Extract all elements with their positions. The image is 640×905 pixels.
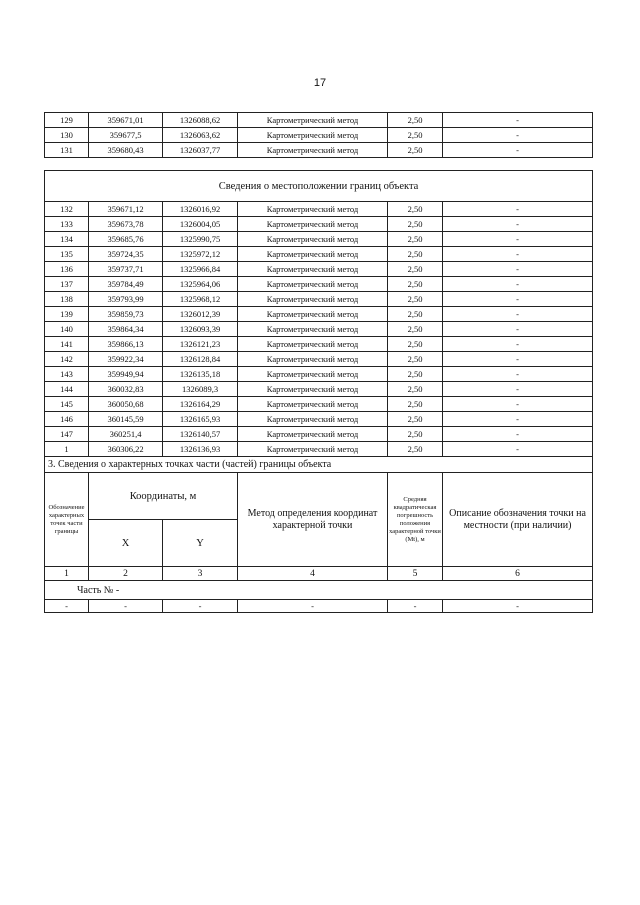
table-row	[45, 113, 593, 128]
description-cell: -	[443, 412, 593, 427]
coord-y-cell: 1326089,3	[163, 382, 238, 397]
coord-x-cell: 359680,43	[89, 143, 163, 158]
accuracy-cell: 2,50	[388, 442, 443, 457]
description-cell: -	[443, 202, 593, 217]
point-number-cell: 135	[45, 247, 89, 262]
accuracy-cell: 2,50	[388, 277, 443, 292]
table-row	[45, 382, 593, 397]
description-cell: -	[443, 442, 593, 457]
header-accuracy: Средняя квадратическая погрешность положения характерной точки (Mt), м	[388, 473, 443, 567]
coord-y-cell: 1326121,23	[163, 337, 238, 352]
coord-y-cell: 1326063,62	[163, 128, 238, 143]
description-cell: -	[443, 427, 593, 442]
table-row	[45, 337, 593, 352]
point-number-cell: 143	[45, 367, 89, 382]
header-y: Y	[163, 520, 238, 567]
description-cell: -	[443, 307, 593, 322]
method-cell: Картометрический метод	[238, 382, 388, 397]
description-cell: -	[443, 113, 593, 128]
coord-y-cell: 1326012,39	[163, 307, 238, 322]
header-point-designation: Обозначение характерных точек части границы	[45, 473, 89, 567]
coord-x-cell: 359673,78	[89, 217, 163, 232]
method-cell: Картометрический метод	[238, 412, 388, 427]
empty-cell: -	[45, 600, 89, 613]
header-row	[45, 473, 593, 520]
coord-x-cell: 359737,71	[89, 262, 163, 277]
table-row	[45, 322, 593, 337]
coord-x-cell: 360251,4	[89, 427, 163, 442]
accuracy-cell: 2,50	[388, 367, 443, 382]
coord-y-cell: 1325966,84	[163, 262, 238, 277]
description-cell: -	[443, 143, 593, 158]
method-cell: Картометрический метод	[238, 232, 388, 247]
point-number-cell: 138	[45, 292, 89, 307]
coord-x-cell: 359724,35	[89, 247, 163, 262]
column-number: 3	[163, 567, 238, 581]
coord-y-cell: 1326128,84	[163, 352, 238, 367]
table-row	[45, 232, 593, 247]
method-cell: Картометрический метод	[238, 202, 388, 217]
part-label: Часть № -	[45, 581, 593, 600]
table-row	[45, 397, 593, 412]
page-number: 17	[313, 77, 327, 89]
point-number-cell: 134	[45, 232, 89, 247]
coord-y-cell: 1326164,29	[163, 397, 238, 412]
coord-x-cell: 359859,73	[89, 307, 163, 322]
coord-y-cell: 1326135,18	[163, 367, 238, 382]
table-row	[45, 262, 593, 277]
accuracy-cell: 2,50	[388, 232, 443, 247]
method-cell: Картометрический метод	[238, 277, 388, 292]
coord-y-cell: 1325972,12	[163, 247, 238, 262]
description-cell: -	[443, 247, 593, 262]
column-number: 1	[45, 567, 89, 581]
accuracy-cell: 2,50	[388, 143, 443, 158]
table-row	[45, 442, 593, 457]
method-cell: Картометрический метод	[238, 442, 388, 457]
header-x: X	[89, 520, 163, 567]
coord-y-cell: 1326136,93	[163, 442, 238, 457]
accuracy-cell: 2,50	[388, 337, 443, 352]
section3-title: 3. Сведения о характерных точках части (частей) границы объекта	[45, 457, 593, 473]
header-description: Описание обозначения точки на местности (при наличии)	[443, 473, 593, 567]
description-cell: -	[443, 128, 593, 143]
empty-cell: -	[163, 600, 238, 613]
table-row	[45, 128, 593, 143]
header-method: Метод определения координат характерной точки	[238, 473, 388, 567]
coord-y-cell: 1326004,05	[163, 217, 238, 232]
table-row	[45, 307, 593, 322]
coord-x-cell: 359949,94	[89, 367, 163, 382]
column-numbers-row	[45, 567, 593, 581]
method-cell: Картометрический метод	[238, 143, 388, 158]
method-cell: Картометрический метод	[238, 337, 388, 352]
coord-y-cell: 1325990,75	[163, 232, 238, 247]
coord-x-cell: 359685,76	[89, 232, 163, 247]
point-number-cell: 145	[45, 397, 89, 412]
boundary-location-table	[44, 170, 593, 613]
coord-y-cell: 1326140,57	[163, 427, 238, 442]
method-cell: Картометрический метод	[238, 128, 388, 143]
point-number-cell: 139	[45, 307, 89, 322]
section-title-row	[45, 171, 593, 202]
coord-y-cell: 1326088,62	[163, 113, 238, 128]
coord-x-cell: 359677,5	[89, 128, 163, 143]
column-number: 6	[443, 567, 593, 581]
method-cell: Картометрический метод	[238, 262, 388, 277]
coord-x-cell: 359671,12	[89, 202, 163, 217]
method-cell: Картометрический метод	[238, 367, 388, 382]
coord-x-cell: 360050,68	[89, 397, 163, 412]
coord-x-cell: 360145,59	[89, 412, 163, 427]
accuracy-cell: 2,50	[388, 217, 443, 232]
accuracy-cell: 2,50	[388, 262, 443, 277]
column-number: 5	[388, 567, 443, 581]
coord-y-cell: 1325968,12	[163, 292, 238, 307]
column-number: 4	[238, 567, 388, 581]
part-row	[45, 581, 593, 600]
accuracy-cell: 2,50	[388, 128, 443, 143]
table-row	[45, 277, 593, 292]
accuracy-cell: 2,50	[388, 322, 443, 337]
coord-x-cell: 360032,83	[89, 382, 163, 397]
description-cell: -	[443, 382, 593, 397]
coord-x-cell: 359866,13	[89, 337, 163, 352]
accuracy-cell: 2,50	[388, 292, 443, 307]
section3-title-row	[45, 457, 593, 473]
method-cell: Картометрический метод	[238, 322, 388, 337]
point-number-cell: 144	[45, 382, 89, 397]
method-cell: Картометрический метод	[238, 217, 388, 232]
empty-data-row	[45, 600, 593, 613]
coord-x-cell: 359864,34	[89, 322, 163, 337]
accuracy-cell: 2,50	[388, 247, 443, 262]
accuracy-cell: 2,50	[388, 352, 443, 367]
coord-y-cell: 1326165,93	[163, 412, 238, 427]
description-cell: -	[443, 232, 593, 247]
coord-y-cell: 1326016,92	[163, 202, 238, 217]
method-cell: Картометрический метод	[238, 292, 388, 307]
coord-x-cell: 359784,49	[89, 277, 163, 292]
method-cell: Картометрический метод	[238, 113, 388, 128]
point-number-cell: 147	[45, 427, 89, 442]
header-coordinates: Координаты, м	[89, 473, 238, 520]
point-number-cell: 137	[45, 277, 89, 292]
accuracy-cell: 2,50	[388, 202, 443, 217]
method-cell: Картометрический метод	[238, 247, 388, 262]
coord-x-cell: 360306,22	[89, 442, 163, 457]
accuracy-cell: 2,50	[388, 412, 443, 427]
description-cell: -	[443, 217, 593, 232]
empty-cell: -	[443, 600, 593, 613]
table-row	[45, 202, 593, 217]
accuracy-cell: 2,50	[388, 382, 443, 397]
coord-y-cell: 1325964,06	[163, 277, 238, 292]
description-cell: -	[443, 262, 593, 277]
table-row	[45, 412, 593, 427]
description-cell: -	[443, 322, 593, 337]
table-row	[45, 367, 593, 382]
accuracy-cell: 2,50	[388, 307, 443, 322]
coord-y-cell: 1326037,77	[163, 143, 238, 158]
coord-y-cell: 1326093,39	[163, 322, 238, 337]
point-number-cell: 141	[45, 337, 89, 352]
point-number-cell: 140	[45, 322, 89, 337]
point-number-cell: 142	[45, 352, 89, 367]
method-cell: Картометрический метод	[238, 352, 388, 367]
table-row	[45, 247, 593, 262]
description-cell: -	[443, 397, 593, 412]
point-number-cell: 133	[45, 217, 89, 232]
method-cell: Картометрический метод	[238, 307, 388, 322]
point-number-cell: 146	[45, 412, 89, 427]
coord-x-cell: 359671,01	[89, 113, 163, 128]
description-cell: -	[443, 292, 593, 307]
point-number-cell: 129	[45, 113, 89, 128]
description-cell: -	[443, 352, 593, 367]
coord-x-cell: 359922,34	[89, 352, 163, 367]
empty-cell: -	[89, 600, 163, 613]
point-number-cell: 130	[45, 128, 89, 143]
table-row	[45, 143, 593, 158]
section-title: Сведения о местоположении границ объекта	[45, 171, 593, 202]
table-row	[45, 352, 593, 367]
description-cell: -	[443, 337, 593, 352]
method-cell: Картометрический метод	[238, 397, 388, 412]
coordinates-table-continued	[44, 112, 593, 158]
description-cell: -	[443, 277, 593, 292]
point-number-cell: 1	[45, 442, 89, 457]
point-number-cell: 136	[45, 262, 89, 277]
point-number-cell: 132	[45, 202, 89, 217]
method-cell: Картометрический метод	[238, 427, 388, 442]
table-row	[45, 217, 593, 232]
table-row	[45, 427, 593, 442]
accuracy-cell: 2,50	[388, 397, 443, 412]
description-cell: -	[443, 367, 593, 382]
column-number: 2	[89, 567, 163, 581]
coord-x-cell: 359793,99	[89, 292, 163, 307]
table-row	[45, 292, 593, 307]
accuracy-cell: 2,50	[388, 427, 443, 442]
point-number-cell: 131	[45, 143, 89, 158]
accuracy-cell: 2,50	[388, 113, 443, 128]
empty-cell: -	[388, 600, 443, 613]
empty-cell: -	[238, 600, 388, 613]
